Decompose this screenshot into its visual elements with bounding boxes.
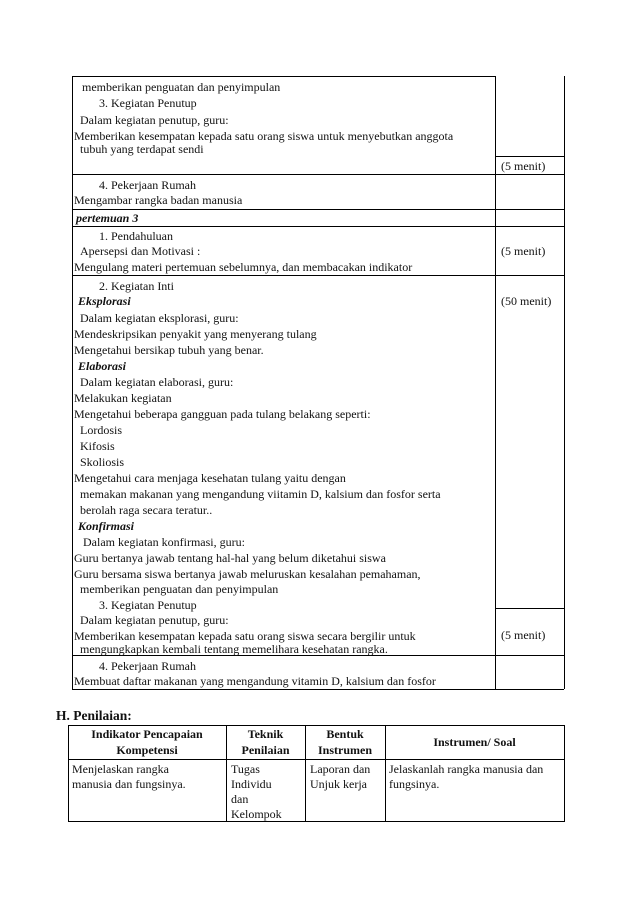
eksplorasi-heading: Eksplorasi: [78, 294, 131, 308]
konfirmasi-item: Guru bertanya jawab tentang hal-hal yang belum diketahui siswa: [74, 551, 386, 565]
row-divider: [72, 689, 564, 690]
row-divider: [72, 174, 564, 175]
closing-activity-line: tubuh yang terdapat sendi: [80, 142, 204, 156]
row-divider: [72, 226, 564, 227]
elaborasi-item: Melakukan kegiatan: [74, 391, 172, 405]
eksplorasi-item: Mendeskripsikan penyakit yang menyerang tulang: [74, 327, 317, 341]
row-divider: [495, 608, 564, 609]
eksplorasi-intro: Dalam kegiatan eksplorasi, guru:: [80, 311, 239, 325]
cell-soal-line: fungsinya.: [389, 777, 440, 791]
closing-activity-line: Memberikan kesempatan kepada satu orang siswa secara bergilir untuk: [74, 629, 416, 643]
meeting-title: pertemuan 3: [76, 211, 139, 225]
konfirmasi-heading: Konfirmasi: [78, 519, 135, 533]
cell-bentuk-line: Unjuk kerja: [310, 777, 367, 791]
assessment-border-header: [68, 759, 565, 760]
assessment-border-col: [564, 725, 565, 822]
closing-penguatan-text: memberikan penguatan dan penyimpulan: [82, 80, 281, 94]
header-indikator: [68, 726, 226, 758]
table-border-right: [564, 76, 565, 689]
cell-bentuk: [310, 762, 370, 792]
penilaian-heading: H. Penilaian:: [56, 708, 132, 723]
konfirmasi-intro: Dalam kegiatan konfirmasi, guru:: [83, 535, 245, 549]
cell-teknik-line: Kelompok: [231, 807, 282, 821]
cell-teknik-line: Tugas: [231, 762, 260, 776]
apersepsi-desc: Mengulang materi pertemuan sebelumnya, dan membacakan indikator: [74, 260, 413, 274]
disorder-item: Kifosis: [80, 439, 115, 453]
table-border-left: [72, 76, 73, 689]
header-teknik: [226, 726, 305, 758]
row-divider: [72, 275, 564, 276]
apersepsi-label: Apersepsi dan Motivasi :: [80, 244, 201, 258]
homework-text: Mengambar rangka badan manusia: [74, 193, 243, 207]
header-bentuk: [305, 726, 385, 758]
closing-intro-text: Dalam kegiatan penutup, guru:: [80, 113, 229, 127]
health-line: memakan makanan yang mengandung viitamin D, kalsium dan fosfor serta: [80, 487, 441, 501]
homework-step-label: 4. Pekerjaan Rumah: [99, 659, 196, 673]
disorder-item: Skoliosis: [80, 455, 125, 469]
cell-indikator-line: Menjelaskan rangka: [72, 762, 169, 776]
elaborasi-heading: Elaborasi: [78, 359, 127, 373]
cell-soal: [389, 762, 543, 792]
closing-time: (5 menit): [501, 628, 546, 642]
header-bentuk-line: Instrumen: [317, 743, 372, 757]
intro-time: (5 menit): [501, 244, 546, 258]
cell-teknik-line: Individu: [231, 777, 272, 791]
intro-step-label: 1. Pendahuluan: [99, 229, 173, 243]
cell-teknik-line: dan: [231, 792, 249, 806]
row-divider: [72, 76, 495, 77]
core-step-label: 2. Kegiatan Inti: [99, 279, 174, 293]
disorder-item: Lordosis: [80, 423, 122, 437]
elaborasi-item: Mengetahui beberapa gangguan pada tulang belakang seperti:: [74, 407, 371, 421]
closing-activity-line: mengungkapkan kembali tentang memelihara kesehatan rangka.: [80, 642, 388, 656]
assessment-border-bottom: [68, 821, 565, 822]
cell-indikator-line: manusia dan fungsinya.: [72, 777, 186, 791]
closing-time: (5 menit): [501, 159, 546, 173]
row-divider: [495, 156, 564, 157]
cell-indikator: [72, 762, 186, 792]
konfirmasi-item: Guru bersama siswa bertanya jawab meluruskan kesalahan pemahaman,: [74, 567, 421, 581]
cell-bentuk-line: Laporan dan: [310, 762, 371, 776]
health-line: Mengetahui cara menjaga kesehatan tulang yaitu dengan: [74, 471, 346, 485]
core-time: (50 menit): [501, 294, 552, 308]
cell-teknik: [231, 762, 282, 822]
row-divider: [72, 209, 564, 210]
elaborasi-intro: Dalam kegiatan elaborasi, guru:: [80, 375, 234, 389]
header-instrumen: Instrumen/ Soal: [433, 735, 516, 749]
eksplorasi-item: Mengetahui bersikap tubuh yang benar.: [74, 343, 264, 357]
homework-step-label: 4. Pekerjaan Rumah: [99, 178, 196, 192]
cell-soal-line: Jelaskanlah rangka manusia dan: [389, 762, 544, 776]
table-border-mid: [495, 76, 496, 689]
header-indikator-line: Kompetensi: [116, 743, 178, 757]
health-line: berolah raga secara teratur..: [80, 503, 213, 517]
header-bentuk-line: Bentuk: [326, 727, 364, 741]
closing-activity-line: Memberikan kesempatan kepada satu orang siswa untuk menyebutkan anggota: [74, 129, 454, 143]
header-indikator-line: Indikator Pencapaian: [91, 727, 203, 741]
konfirmasi-item: memberikan penguatan dan penyimpulan: [80, 582, 279, 596]
header-teknik-line: Penilaian: [241, 743, 290, 757]
closing-step-label: 3. Kegiatan Penutup: [99, 96, 197, 110]
homework-text: Membuat daftar makanan yang mengandung vitamin D, kalsium dan fosfor: [74, 674, 436, 688]
closing-step-label: 3. Kegiatan Penutup: [99, 598, 197, 612]
closing-intro-text: Dalam kegiatan penutup, guru:: [80, 613, 229, 627]
header-teknik-line: Teknik: [247, 727, 284, 741]
